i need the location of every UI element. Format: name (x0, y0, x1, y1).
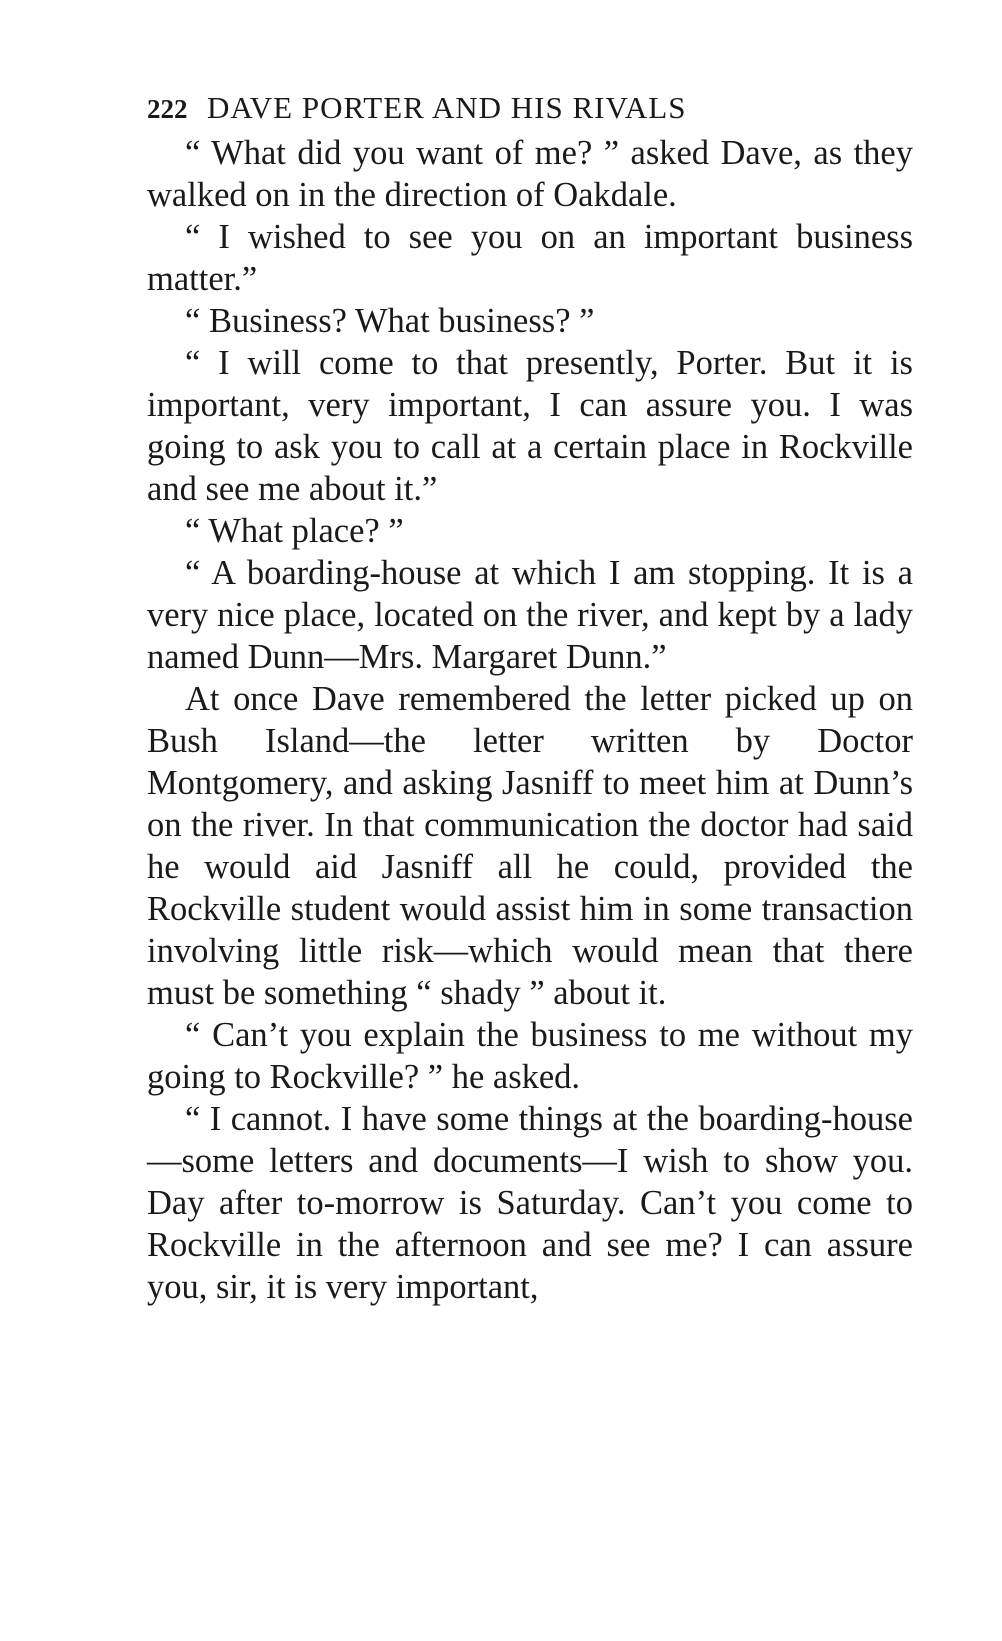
book-page (147, 86, 913, 1308)
paragraph: “ Business? What business? ” (185, 302, 595, 340)
paragraph: “ I cannot. I have some things at the boarding-house—some letters and documents—I wish to show you. Day after to-morrow is Saturday. Can’t you come to Rockville in the afternoon and see me? I can assure you, sir, it is very important, (147, 1100, 913, 1306)
body-text (147, 132, 913, 1308)
paragraph: At once Dave remembered the letter picked up on Bush Island—the letter written by Doctor Montgomery, and asking Jasniff to meet him at Dunn’s on the river. In that communication the doctor had said he would aid Jasniff all he could, provided the Rockville student would assist him in some transaction involving little risk—which would mean that there must be something “ shady ” about it. (147, 680, 913, 1012)
running-title: DAVE PORTER AND HIS RIVALS (207, 90, 687, 125)
paragraph: “ I will come to that presently, Porter. But it is important, very important, I can assure you. I was going to ask you to call at a certain place in Rockville and see me about it.” (147, 344, 913, 508)
paragraph: “ What place? ” (185, 512, 404, 550)
page-number: 222 (147, 94, 188, 124)
paragraph: “ A boarding-house at which I am stopping. It is a very nice place, located on the river, and kept by a lady named Dunn—Mrs. Margaret Dunn.” (147, 554, 913, 676)
paragraph: “ What did you want of me? ” asked Dave, as they walked on in the direction of Oakdale. (147, 134, 913, 214)
running-head (147, 86, 913, 130)
paragraph: “ I wished to see you on an important business matter.” (147, 218, 913, 298)
paragraph: “ Can’t you explain the business to me without my going to Rockville? ” he asked. (147, 1016, 913, 1096)
